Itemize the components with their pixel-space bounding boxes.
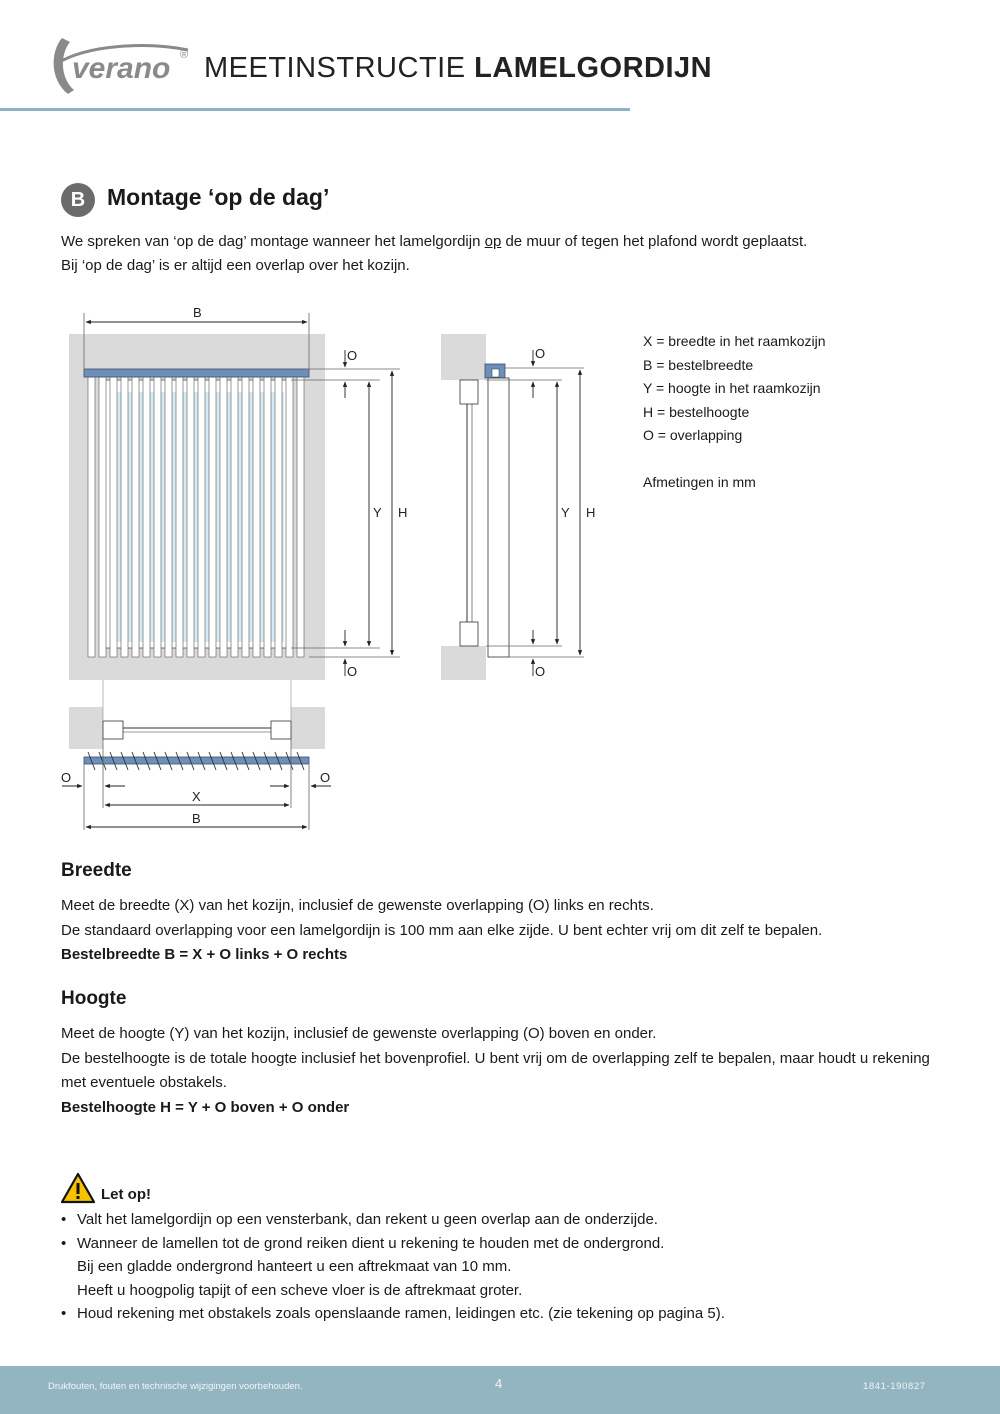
legend-item-x: X = breedte in het raamkozijn: [643, 333, 826, 349]
brand-logo: [48, 34, 198, 98]
warning-title: Let op!: [101, 1186, 151, 1203]
slat: [165, 377, 172, 657]
label-y-side: Y: [561, 505, 570, 520]
slat: [99, 377, 106, 657]
wall-side-top: [441, 334, 486, 380]
wall-topview-left: [69, 707, 103, 749]
slat-side: [488, 378, 509, 657]
list-item-continued: Heeft u hoogpolig tapijt of een scheve vloer is de aftrekmaat groter.: [77, 1281, 523, 1299]
label-o-top-side: O: [535, 346, 546, 361]
legend-item-b: B = bestelbreedte: [643, 356, 754, 373]
svg-text:verano: verano: [72, 52, 171, 85]
warning-icon: [60, 1172, 96, 1204]
slat: [264, 377, 271, 657]
slat: [231, 377, 238, 657]
section-badge: B: [61, 183, 95, 217]
slat: [275, 377, 282, 657]
legend-item-o: O = overlapping: [643, 427, 743, 443]
label-b-top: B: [193, 305, 202, 320]
list-item: • Houd rekening met obstakels zoals openslaande ramen, leidingen etc. (zie tekening op pagina 5).: [61, 1305, 725, 1322]
label-o-right: O: [320, 770, 331, 785]
label-h-front: H: [398, 505, 408, 520]
legend-item-y: Y = hoogte in het raamkozijn: [643, 380, 821, 396]
headrail-front: [84, 369, 309, 377]
slat: [253, 377, 260, 657]
legend-item-h: H = bestelhoogte: [643, 403, 750, 420]
slat: [110, 377, 117, 657]
hoogte-text: Meet de hoogte (Y) van het kozijn, inclusief de gewenste overlapping (O) boven en onder. De bestelhoogte is de totale hoogte inclusief het bovenprofiel. U bent vrij om de overlapping zelf te bepalen, maar houdt u rekening met eventuele obstakels. Bestelhoogte H = Y + O boven + O onder: [61, 1022, 941, 1120]
headrail-top: [84, 757, 309, 764]
section-title: Montage ‘op de dag’: [107, 184, 330, 210]
slat: [121, 377, 128, 657]
slat: [154, 377, 161, 657]
breedte-text: Meet de breedte (X) van het kozijn, inclusief de gewenste overlapping (O) links en rechts. De standaard overlapping voor een lamelgordijn is 100 mm aan elke zijde. U bent echter vrij om dit zelf te bepalen. Bestelbreedte B = X + O links + O rechts: [61, 894, 941, 968]
footer-disclaimer: Drukfouten, fouten en technische wijzigingen voorbehouden.: [48, 1381, 303, 1392]
legend: [643, 330, 826, 495]
list-item: • Wanneer de lamellen tot de grond reiken dient u rekening te houden met de ondergrond.: [61, 1234, 665, 1252]
slat: [220, 377, 227, 657]
label-o-bottom-front: O: [347, 664, 358, 679]
label-y-front: Y: [373, 505, 382, 520]
slat: [132, 377, 139, 657]
wall-topview-right: [291, 707, 325, 749]
slat: [88, 377, 95, 657]
slat: [198, 377, 205, 657]
hoogte-formula: Bestelhoogte H = Y + O boven + O onder: [61, 1098, 350, 1116]
slat: [286, 377, 293, 657]
warning-list: [61, 1208, 961, 1326]
wall-side-bottom: [441, 646, 486, 680]
svg-text:®: ®: [180, 49, 189, 61]
label-b-bottom: B: [192, 811, 201, 826]
slat: [143, 377, 150, 657]
slat: [209, 377, 216, 657]
measurement-diagram: [0, 290, 640, 840]
label-h-side: H: [586, 505, 596, 520]
label-o-bottom-side: O: [535, 664, 546, 679]
breedte-formula: Bestelbreedte B = X + O links + O rechts: [61, 946, 348, 963]
slat: [187, 377, 194, 657]
label-o-left: O: [61, 770, 72, 785]
slat: [176, 377, 183, 657]
page-number: 4: [495, 1376, 503, 1391]
slat: [242, 377, 249, 657]
heading-breedte: Breedte: [61, 860, 132, 881]
slat: [297, 377, 304, 657]
list-item-continued: Bij een gladde ondergrond hanteert u een aftrekmaat van 10 mm.: [77, 1258, 512, 1275]
header-divider: [0, 108, 630, 111]
legend-units: Afmetingen in mm: [643, 474, 756, 490]
list-item: • Valt het lamelgordijn op een vensterbank, dan rekent u geen overlap aan de onderzijde.: [61, 1211, 658, 1228]
intro-text: We spreken van ‘op de dag’ montage wanneer het lamelgordijn op de muur of tegen het plafond wordt geplaatst. Bij ‘op de dag’ is er altijd een overlap over het kozijn.: [61, 233, 808, 274]
document-code: 1841-190827: [863, 1381, 926, 1392]
heading-hoogte: Hoogte: [61, 988, 127, 1009]
label-x: X: [192, 789, 201, 804]
document-title: MEETINSTRUCTIE LAMELGORDIJN: [204, 52, 713, 84]
label-o-top-front: O: [347, 348, 358, 363]
